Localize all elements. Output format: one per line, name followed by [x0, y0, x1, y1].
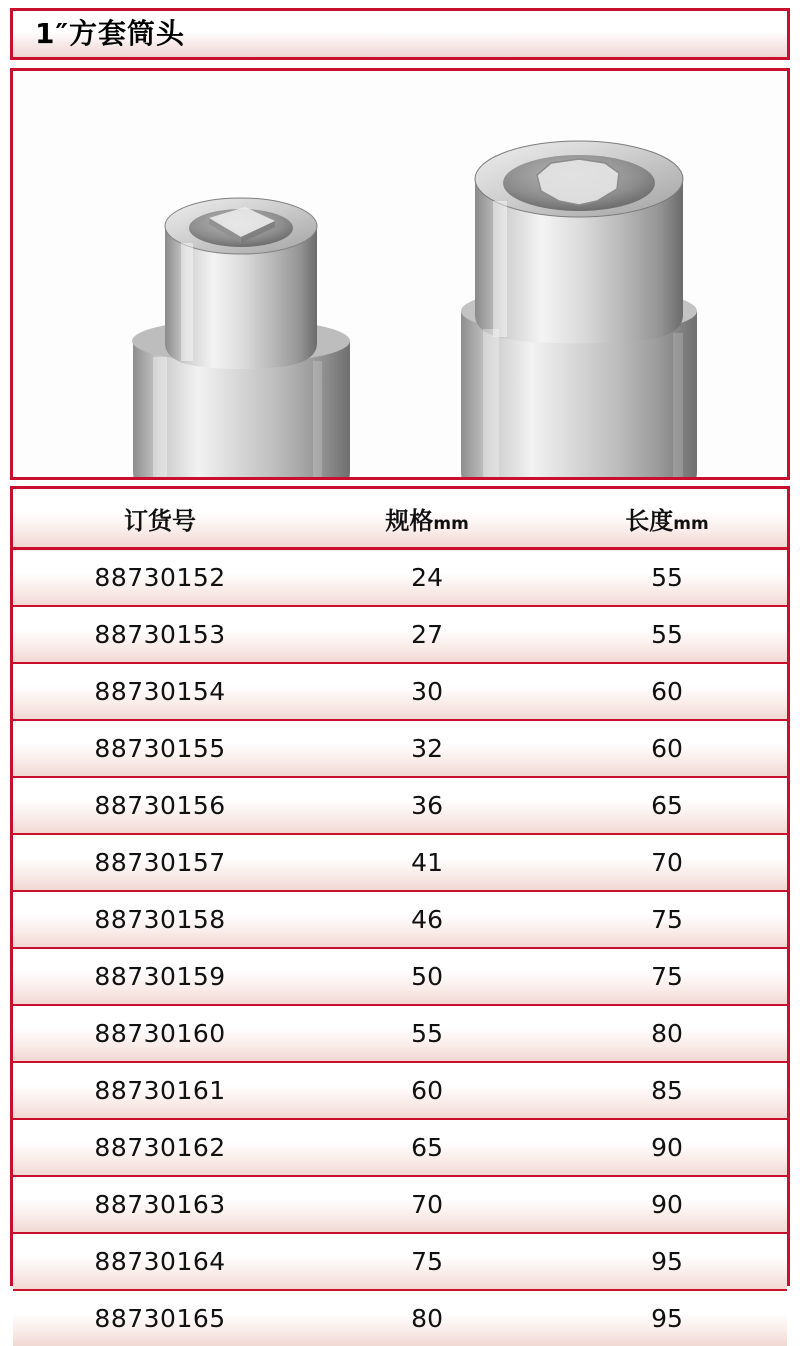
spec-table [13, 489, 787, 1346]
column-header-length-unit: mm [673, 514, 708, 534]
table-row [13, 1233, 787, 1290]
page-title-bar [10, 8, 790, 60]
table-row [13, 891, 787, 948]
cell-size: 80 [307, 1290, 547, 1346]
cell-size: 36 [307, 777, 547, 834]
cell-length: 90 [547, 1176, 787, 1233]
cell-length: 70 [547, 834, 787, 891]
cell-size: 27 [307, 606, 547, 663]
cell-size: 65 [307, 1119, 547, 1176]
cell-order-no: 88730156 [13, 777, 307, 834]
table-row [13, 549, 787, 607]
cell-size: 24 [307, 549, 547, 607]
table-header-row [13, 489, 787, 549]
cell-size: 32 [307, 720, 547, 777]
cell-size: 46 [307, 891, 547, 948]
table-row [13, 948, 787, 1005]
cell-length: 75 [547, 891, 787, 948]
cell-length: 65 [547, 777, 787, 834]
table-row [13, 834, 787, 891]
cell-order-no: 88730165 [13, 1290, 307, 1346]
cell-order-no: 88730155 [13, 720, 307, 777]
table-row [13, 1062, 787, 1119]
cell-length: 75 [547, 948, 787, 1005]
table-row [13, 720, 787, 777]
table-row [13, 606, 787, 663]
cell-size: 55 [307, 1005, 547, 1062]
column-header-length-label: 长度 [625, 507, 673, 535]
page-title: 1″方套筒头 [13, 20, 185, 48]
table-row [13, 1290, 787, 1346]
cell-length: 95 [547, 1290, 787, 1346]
socket-left [132, 198, 350, 477]
table-row [13, 1176, 787, 1233]
socket-illustration [13, 71, 790, 477]
column-header-order-no [13, 489, 307, 549]
spec-table-head [13, 489, 787, 549]
cell-size: 30 [307, 663, 547, 720]
table-row [13, 1005, 787, 1062]
cell-size: 75 [307, 1233, 547, 1290]
cell-order-no: 88730163 [13, 1176, 307, 1233]
column-header-size [307, 489, 547, 549]
cell-length: 60 [547, 663, 787, 720]
table-row [13, 663, 787, 720]
cell-size: 50 [307, 948, 547, 1005]
column-header-order-no-label: 订货号 [124, 507, 196, 535]
cell-size: 70 [307, 1176, 547, 1233]
cell-length: 55 [547, 549, 787, 607]
column-header-size-label: 规格 [385, 507, 433, 535]
cell-order-no: 88730160 [13, 1005, 307, 1062]
cell-order-no: 88730158 [13, 891, 307, 948]
column-header-size-unit: mm [433, 514, 468, 534]
cell-order-no: 88730161 [13, 1062, 307, 1119]
cell-length: 95 [547, 1233, 787, 1290]
table-row [13, 777, 787, 834]
cell-order-no: 88730159 [13, 948, 307, 1005]
column-header-length [547, 489, 787, 549]
cell-order-no: 88730153 [13, 606, 307, 663]
cell-length: 60 [547, 720, 787, 777]
product-image-panel [10, 68, 790, 480]
cell-order-no: 88730162 [13, 1119, 307, 1176]
cell-length: 55 [547, 606, 787, 663]
socket-right [461, 141, 697, 477]
cell-order-no: 88730152 [13, 549, 307, 607]
cell-order-no: 88730164 [13, 1233, 307, 1290]
table-row [13, 1119, 787, 1176]
cell-order-no: 88730154 [13, 663, 307, 720]
cell-order-no: 88730157 [13, 834, 307, 891]
cell-length: 80 [547, 1005, 787, 1062]
cell-size: 60 [307, 1062, 547, 1119]
spec-table-container [10, 486, 790, 1286]
product-photo [13, 71, 787, 477]
cell-length: 90 [547, 1119, 787, 1176]
spec-table-body [13, 549, 787, 1346]
cell-size: 41 [307, 834, 547, 891]
cell-length: 85 [547, 1062, 787, 1119]
